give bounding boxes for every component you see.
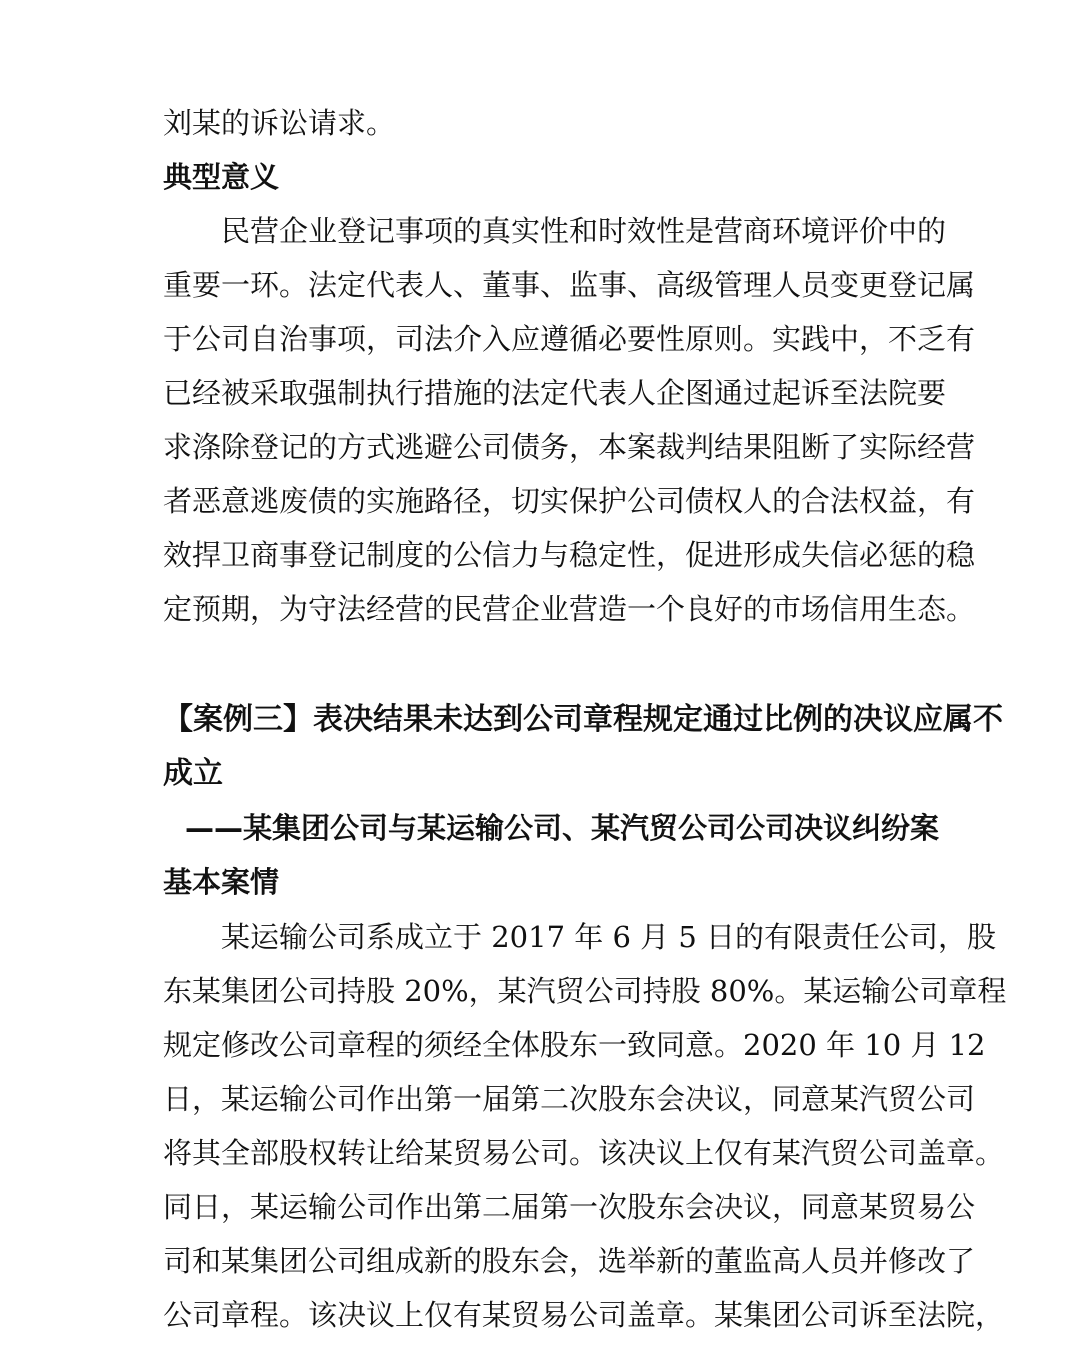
paragraph-line: 定预期，为守法经营的民营企业营造一个良好的市场信用生态。 [163,592,976,626]
paragraph-line: 规定修改公司章程的须经全体股东一致同意。2020 年 10 月 12 [163,1028,986,1062]
intro-tail-line: 刘某的诉讼请求。 [163,106,396,140]
case-subtitle: ——某集团公司与某运输公司、某汽贸公司公司决议纠纷案 [185,811,940,845]
paragraph-line: 效捍卫商事登记制度的公信力与稳定性，促进形成失信必惩的稳 [163,538,976,572]
paragraph-line: 已经被采取强制执行措施的法定代表人企图通过起诉至法院要 [163,376,947,410]
section-heading-significance: 典型意义 [163,160,280,194]
paragraph-line: 求涤除登记的方式逃避公司债务，本案裁判结果阻断了实际经营 [163,430,976,464]
section-heading-basic-facts: 基本案情 [163,865,280,899]
paragraph-line: 将其全部股权转让给某贸易公司。该决议上仅有某汽贸公司盖章。 [163,1136,1005,1170]
paragraph-line: 民营企业登记事项的真实性和时效性是营商环境评价中的 [221,214,947,248]
paragraph-line: 公司章程。该决议上仅有某贸易公司盖章。某集团公司诉至法院， [163,1298,1005,1332]
paragraph-line: 东某集团公司持股 20%，某汽贸公司持股 80%。某运输公司章程 [163,974,1007,1008]
paragraph-line: 重要一环。法定代表人、董事、监事、高级管理人员变更登记属 [163,268,976,302]
paragraph-line: 日，某运输公司作出第一届第二次股东会决议，同意某汽贸公司 [163,1082,976,1116]
paragraph-line: 于公司自治事项，司法介入应遵循必要性原则。实践中，不乏有 [163,322,976,356]
paragraph-line: 某运输公司系成立于 2017 年 6 月 5 日的有限责任公司，股 [221,920,997,954]
paragraph-line: 者恶意逃废债的实施路径，切实保护公司债权人的合法权益，有 [163,484,976,518]
paragraph-line: 同日，某运输公司作出第二届第一次股东会决议，同意某贸易公 [163,1190,976,1224]
case-title-line: 【案例三】表决结果未达到公司章程规定通过比例的决议应属不 [163,702,1003,737]
paragraph-line: 司和某集团公司组成新的股东会，选举新的董监高人员并修改了 [163,1244,976,1278]
case-title-line: 成立 [163,756,223,791]
